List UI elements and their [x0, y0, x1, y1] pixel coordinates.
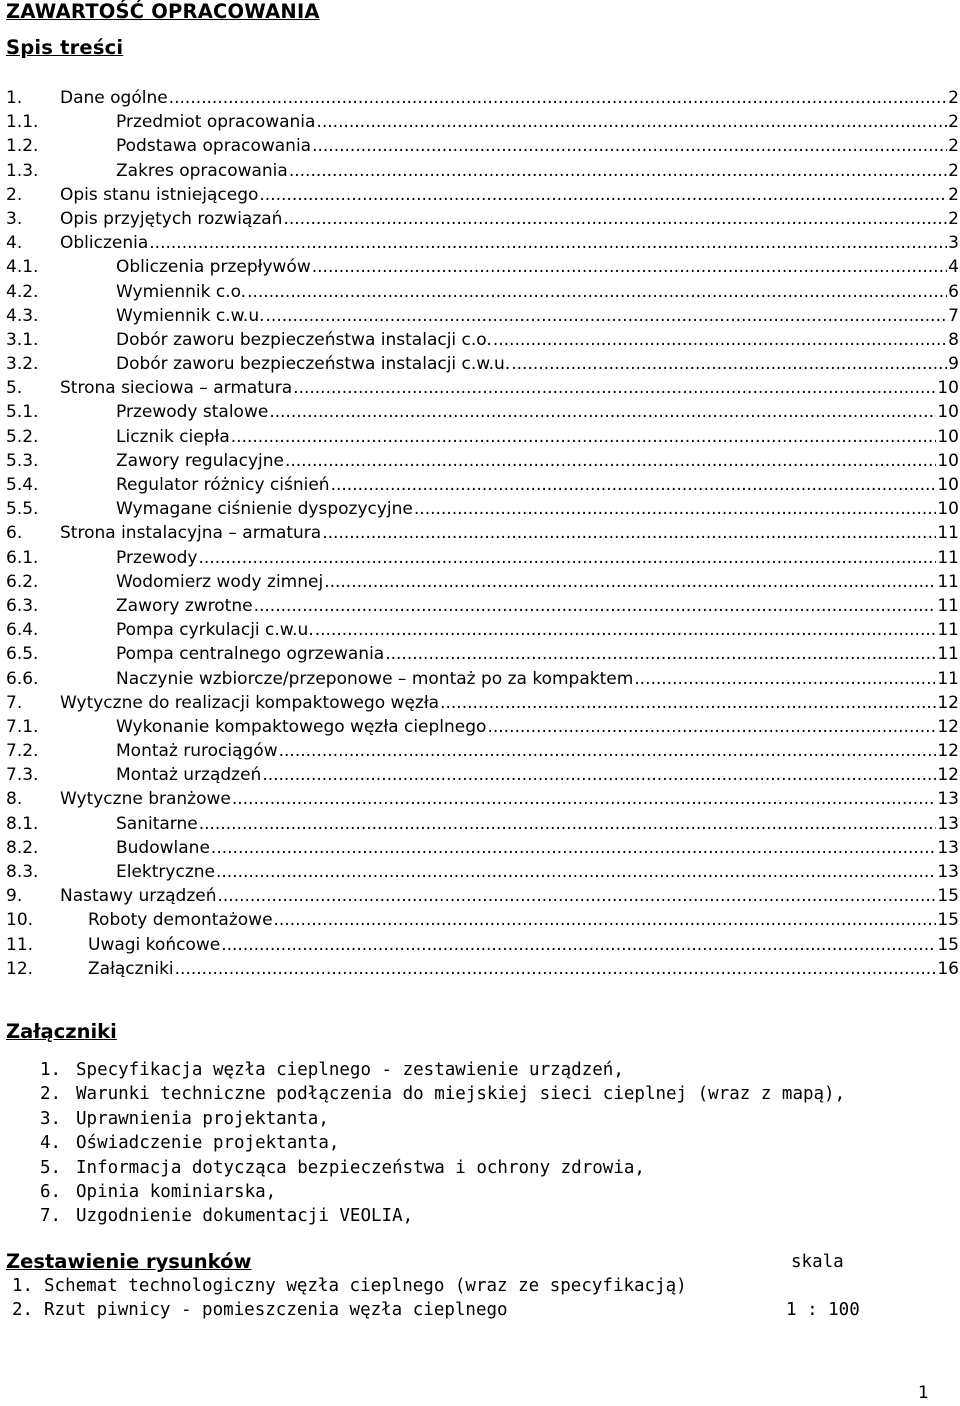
toc-entry-page: 10 [937, 450, 959, 471]
attachment-number: 2. [40, 1084, 62, 1105]
toc-entry[interactable] [0, 207, 960, 231]
toc-entry[interactable] [0, 449, 960, 473]
attachment-text: Uprawnienia projektanta, [76, 1108, 329, 1129]
toc-entry[interactable] [0, 957, 960, 981]
toc-entry-line [116, 739, 959, 763]
toc-entry[interactable] [0, 255, 960, 279]
toc-entry-page: 12 [937, 741, 959, 762]
toc-entry-title: Przewody stalowe [116, 402, 269, 423]
toc-entry-page: 12 [937, 716, 959, 737]
toc-entry-line [60, 521, 959, 545]
toc-entry-title: Dobór zaworu bezpieczeństwa instalacji c.o. [116, 329, 492, 350]
toc-entry[interactable] [0, 183, 960, 207]
toc-entry-number: 5.1. [6, 402, 39, 423]
toc-entry-title: Podstawa opracowania [116, 136, 312, 157]
toc-entry-line [116, 763, 959, 787]
toc-entry-page: 2 [948, 160, 959, 181]
toc-entry-line [116, 304, 959, 328]
toc-entry-number: 6. [6, 523, 23, 544]
toc-entry-number: 5.3. [6, 450, 39, 471]
toc-entry-page: 2 [948, 136, 959, 157]
toc-entry-number: 12. [6, 958, 34, 979]
toc-entry[interactable] [0, 812, 960, 836]
toc-entry-page: 11 [937, 595, 959, 616]
toc-entry[interactable] [0, 473, 960, 497]
drawing-number: 2. [12, 1300, 34, 1321]
toc-entry-number: 7.3. [6, 765, 39, 786]
toc-entry[interactable] [0, 280, 960, 304]
toc-entry-line [116, 715, 959, 739]
toc-entry-page: 11 [937, 547, 959, 568]
attachment-number: 5. [40, 1157, 62, 1178]
toc-entry[interactable] [0, 352, 960, 376]
toc-entry-title: Przewody [116, 547, 198, 568]
toc-dot-leader [316, 110, 947, 134]
toc-entry-number: 6.2. [6, 571, 39, 592]
toc-entry-page: 2 [948, 112, 959, 133]
toc-entry-page: 11 [937, 620, 959, 641]
toc-entry-page: 2 [948, 88, 959, 108]
toc-dot-leader [279, 739, 937, 763]
toc-entry-title: Licznik ciepła [116, 426, 230, 447]
toc-entry-title: Roboty demontażowe [88, 910, 273, 931]
toc-entry-number: 6.4. [6, 620, 39, 641]
toc-entry-line [116, 425, 959, 449]
toc-entry-line [116, 134, 959, 158]
toc-entry-line [60, 787, 959, 811]
toc-entry-title: Wymiennik c.w.u. [116, 305, 265, 326]
toc-entry-line [116, 449, 959, 473]
toc-dot-leader [283, 207, 947, 231]
drawings-scale-heading: skala [791, 1252, 844, 1272]
toc-entry-page: 13 [937, 813, 959, 834]
toc-entry[interactable] [0, 110, 960, 134]
toc-entry[interactable] [0, 642, 960, 666]
toc-entry-title: Regulator różnicy ciśnień [116, 475, 330, 495]
toc-entry-number: 1.2. [6, 136, 39, 157]
attachment-number: 4. [40, 1133, 62, 1154]
toc-entry-title: Przedmiot opracowania [116, 112, 316, 133]
attachment-item [40, 1107, 845, 1131]
toc-entry-title: Strona sieciowa – armatura [60, 378, 293, 399]
toc-entry[interactable] [0, 400, 960, 424]
toc-dot-leader [198, 546, 936, 570]
toc-entry-page: 15 [937, 886, 959, 907]
toc-entry-page: 10 [937, 402, 959, 423]
toc-entry[interactable] [0, 376, 960, 400]
toc-dot-leader [487, 715, 936, 739]
toc-entry-page: 10 [937, 426, 959, 447]
toc-entry-number: 5.2. [6, 426, 39, 447]
toc-entry-number: 8.3. [6, 862, 39, 882]
toc-dot-leader [312, 134, 947, 158]
toc-entry-page: 12 [937, 692, 959, 713]
toc-entry-title: Wytyczne branżowe [60, 789, 231, 810]
toc-entry-page: 15 [937, 910, 959, 931]
page-number: 1 [918, 1383, 929, 1403]
toc-entry-number: 6.6. [6, 668, 39, 689]
toc-entry-line [116, 618, 959, 642]
toc-entry-number: 1.1. [6, 112, 39, 133]
toc-dot-leader [293, 376, 936, 400]
toc-entry-title: Montaż rurociągów [116, 741, 278, 762]
attachment-item [40, 1058, 845, 1082]
toc-dot-leader [285, 449, 936, 473]
toc-entry-page: 16 [937, 958, 959, 979]
toc-entry-number: 4.3. [6, 305, 39, 326]
toc-dot-leader [247, 280, 947, 304]
toc-entry-line [116, 255, 959, 279]
toc-entry-line [116, 546, 959, 570]
toc-entry[interactable] [0, 787, 960, 811]
toc-entry-line [88, 957, 959, 981]
attachment-item [40, 1082, 845, 1106]
toc-entry-number: 10. [6, 910, 34, 931]
toc-dot-leader [274, 908, 937, 932]
toc-entry-title: Zawory zwrotne [116, 595, 253, 616]
toc-entry-line [60, 183, 959, 207]
toc-entry-number: 8.1. [6, 813, 39, 834]
toc-entry-line [116, 642, 959, 666]
toc-entry-page: 7 [948, 305, 959, 326]
toc-entry-page: 13 [937, 837, 959, 858]
toc-entry[interactable] [0, 715, 960, 739]
toc-dot-leader [331, 473, 937, 497]
attachment-text: Uzgodnienie dokumentacji VEOLIA, [76, 1206, 414, 1227]
toc-entry-line [116, 352, 959, 376]
drawing-item [12, 1274, 912, 1298]
toc-entry-title: Dane ogólne [60, 88, 168, 108]
toc-entry-line [88, 908, 959, 932]
toc-entry-number: 5.5. [6, 499, 39, 520]
drawing-scale: 1 : 100 [786, 1300, 860, 1321]
toc-entry-number: 5.4. [6, 475, 39, 495]
toc-entry-line [116, 497, 959, 521]
toc-entry-line [60, 884, 959, 908]
toc-entry-number: 8.2. [6, 837, 39, 858]
toc-entry[interactable] [0, 933, 960, 957]
toc-entry-page: 13 [937, 789, 959, 810]
toc-entry-page: 8 [948, 329, 959, 350]
document-heading: ZAWARTOŚĆ OPRACOWANIA [6, 0, 320, 23]
toc-dot-leader [312, 255, 947, 279]
toc-entry-page: 10 [937, 499, 959, 520]
toc-dot-leader [175, 957, 937, 981]
toc-entry-page: 15 [937, 934, 959, 955]
toc-entry-title: Wodomierz wody zimnej [116, 571, 324, 592]
attachments-list [40, 1058, 845, 1229]
toc-entry-title: Wykonanie kompaktowego węzła cieplnego [116, 716, 487, 737]
toc-entry-line [60, 207, 959, 231]
toc-dot-leader [315, 618, 937, 642]
toc-dot-leader [169, 86, 947, 110]
toc-entry-title: Sanitarne [116, 813, 198, 834]
toc-dot-leader [216, 860, 936, 884]
toc-entry-line [116, 594, 959, 618]
toc-entry-page: 11 [937, 523, 959, 544]
toc-dot-leader [266, 304, 948, 328]
toc-entry-page: 13 [937, 862, 959, 882]
toc-dot-leader [232, 787, 936, 811]
toc-entry-title: Wymagane ciśnienie dyspozycyjne [116, 499, 413, 520]
toc-entry-title: Dobór zaworu bezpieczeństwa instalacji c.w.u. [116, 354, 511, 375]
toc-entry-title: Obliczenia [60, 233, 149, 254]
toc-dot-leader [149, 231, 947, 255]
drawing-item [12, 1298, 912, 1322]
toc-entry[interactable] [0, 497, 960, 521]
toc-entry-line [116, 280, 959, 304]
toc-entry-title: Elektryczne [116, 862, 215, 882]
toc-entry-number: 6.1. [6, 547, 39, 568]
toc-dot-leader [254, 594, 937, 618]
drawing-number: 1. [12, 1276, 34, 1296]
toc-entry-line [116, 473, 959, 497]
toc-entry[interactable] [0, 618, 960, 642]
toc-dot-leader [218, 884, 937, 908]
toc-entry[interactable] [0, 328, 960, 352]
attachments-heading: Załączniki [6, 1020, 117, 1043]
attachment-item [40, 1156, 845, 1180]
toc-entry-page: 4 [948, 257, 959, 278]
toc-entry-number: 8. [6, 789, 23, 810]
toc-entry[interactable] [0, 521, 960, 545]
toc-entry[interactable] [0, 304, 960, 328]
toc-entry[interactable] [0, 594, 960, 618]
toc-entry-title: Zakres opracowania [116, 160, 288, 181]
drawings-heading: Zestawienie rysunków [6, 1250, 252, 1273]
toc-entry-page: 3 [948, 233, 959, 254]
toc-dot-leader [385, 642, 936, 666]
toc-entry[interactable] [0, 667, 960, 691]
toc-entry[interactable] [0, 425, 960, 449]
toc-entry-number: 3.2. [6, 354, 39, 375]
toc-entry-line [60, 86, 959, 110]
toc-entry-title: Naczynie wzbiorcze/przeponowe – montaż po za kompaktem [116, 668, 634, 689]
toc-entry-page: 10 [937, 475, 959, 495]
drawing-text: Schemat technologiczny węzła cieplnego (wraz ze specyfikacją) [44, 1276, 687, 1296]
drawings-list [12, 1274, 912, 1323]
toc-entry-title: Budowlane [116, 837, 210, 858]
toc-entry-line [116, 860, 959, 884]
toc-dot-leader [199, 812, 937, 836]
toc-entry-title: Montaż urządzeń [116, 765, 262, 786]
toc-entry[interactable] [0, 739, 960, 763]
toc-entry-page: 2 [948, 184, 959, 205]
toc-dot-leader [634, 667, 936, 691]
toc-entry-title: Pompa cyrkulacji c.w.u. [116, 620, 314, 641]
attachment-number: 7. [40, 1206, 62, 1227]
toc-dot-leader [262, 763, 936, 787]
attachment-text: Opinia kominiarska, [76, 1181, 277, 1202]
attachment-item [40, 1204, 845, 1228]
toc-entry-number: 3. [6, 208, 23, 229]
toc-dot-leader [414, 497, 936, 521]
toc-entry[interactable] [0, 134, 960, 158]
toc-dot-leader [211, 836, 936, 860]
toc-entry-page: 11 [937, 668, 959, 689]
toc-entry-line [88, 933, 959, 957]
toc-entry-number: 6.5. [6, 644, 39, 665]
toc-heading: Spis treści [6, 36, 124, 59]
toc-dot-leader [259, 183, 947, 207]
toc-entry-line [60, 231, 959, 255]
toc-entry[interactable] [0, 908, 960, 932]
toc-entry-number: 1. [6, 88, 23, 108]
toc-dot-leader [493, 328, 947, 352]
toc-entry-line [116, 667, 959, 691]
toc-entry-title: Pompa centralnego ogrzewania [116, 644, 385, 665]
toc-entry-title: Obliczenia przepływów [116, 257, 311, 278]
toc-entry-number: 3.1. [6, 329, 39, 350]
drawing-text: Rzut piwnicy - pomieszczenia węzła cieplnego [44, 1300, 508, 1321]
toc-entry-page: 11 [937, 571, 959, 592]
toc-entry-line [60, 691, 959, 715]
toc-dot-leader [324, 570, 936, 594]
toc-entry-title: Załączniki [88, 958, 174, 979]
toc-entry[interactable] [0, 763, 960, 787]
toc-entry-number: 9. [6, 886, 23, 907]
toc-entry-line [60, 376, 959, 400]
toc-entry[interactable] [0, 86, 960, 110]
toc-entry[interactable] [0, 691, 960, 715]
toc-entry[interactable] [0, 570, 960, 594]
toc-dot-leader [440, 691, 936, 715]
toc-dot-leader [221, 933, 936, 957]
toc-entry[interactable] [0, 231, 960, 255]
toc-entry-number: 4. [6, 233, 23, 254]
attachment-text: Specyfikacja węzła cieplnego - zestawienie urządzeń, [76, 1060, 624, 1080]
toc-dot-leader [269, 400, 936, 424]
toc-entry-title: Zawory regulacyjne [116, 450, 284, 471]
toc-entry-page: 9 [948, 354, 959, 375]
toc-entry-number: 7.1. [6, 716, 39, 737]
attachment-text: Informacja dotycząca bezpieczeństwa i ochrony zdrowia, [76, 1157, 645, 1178]
toc-entry[interactable] [0, 884, 960, 908]
toc-entry[interactable] [0, 860, 960, 884]
toc-dot-leader [289, 159, 947, 183]
toc-entry-title: Opis przyjętych rozwiązań [60, 208, 283, 229]
toc-entry-title: Nastawy urządzeń [60, 886, 217, 907]
toc-dot-leader [322, 521, 936, 545]
toc-entry[interactable] [0, 546, 960, 570]
toc-entry[interactable] [0, 836, 960, 860]
toc-entry-number: 5. [6, 378, 23, 399]
toc-entry-line [116, 812, 959, 836]
table-of-contents [0, 86, 960, 981]
toc-entry-number: 11. [6, 934, 34, 955]
attachment-text: Warunki techniczne podłączenia do miejskiej sieci cieplnej (wraz z mapą), [76, 1084, 846, 1105]
toc-entry-number: 7.2. [6, 741, 39, 762]
toc-entry-page: 10 [937, 378, 959, 399]
toc-entry-line [116, 836, 959, 860]
attachment-item [40, 1131, 845, 1155]
toc-entry-number: 4.1. [6, 257, 39, 278]
attachment-text: Oświadczenie projektanta, [76, 1133, 340, 1154]
toc-entry-line [116, 110, 959, 134]
toc-entry-line [116, 400, 959, 424]
toc-entry-line [116, 159, 959, 183]
toc-entry-title: Wytyczne do realizacji kompaktowego węzła [60, 692, 440, 713]
toc-entry-title: Strona instalacyjna – armatura [60, 523, 322, 544]
toc-entry-line [116, 570, 959, 594]
attachment-number: 6. [40, 1181, 62, 1202]
toc-entry-number: 2. [6, 184, 23, 205]
toc-entry-page: 6 [948, 281, 959, 302]
toc-entry-number: 6.3. [6, 595, 39, 616]
toc-entry-page: 12 [937, 765, 959, 786]
attachment-number: 3. [40, 1108, 62, 1129]
attachment-item [40, 1180, 845, 1204]
toc-entry-page: 2 [948, 208, 959, 229]
toc-entry-number: 7. [6, 692, 23, 713]
toc-entry-title: Opis stanu istniejącego [60, 184, 259, 205]
attachment-number: 1. [40, 1060, 62, 1080]
toc-dot-leader [511, 352, 947, 376]
toc-entry-number: 4.2. [6, 281, 39, 302]
toc-entry-title: Uwagi końcowe [88, 934, 221, 955]
toc-entry-number: 1.3. [6, 160, 39, 181]
toc-entry-page: 11 [937, 644, 959, 665]
toc-entry-line [116, 328, 959, 352]
toc-dot-leader [231, 425, 937, 449]
toc-entry[interactable] [0, 159, 960, 183]
toc-entry-title: Wymiennik c.o. [116, 281, 247, 302]
